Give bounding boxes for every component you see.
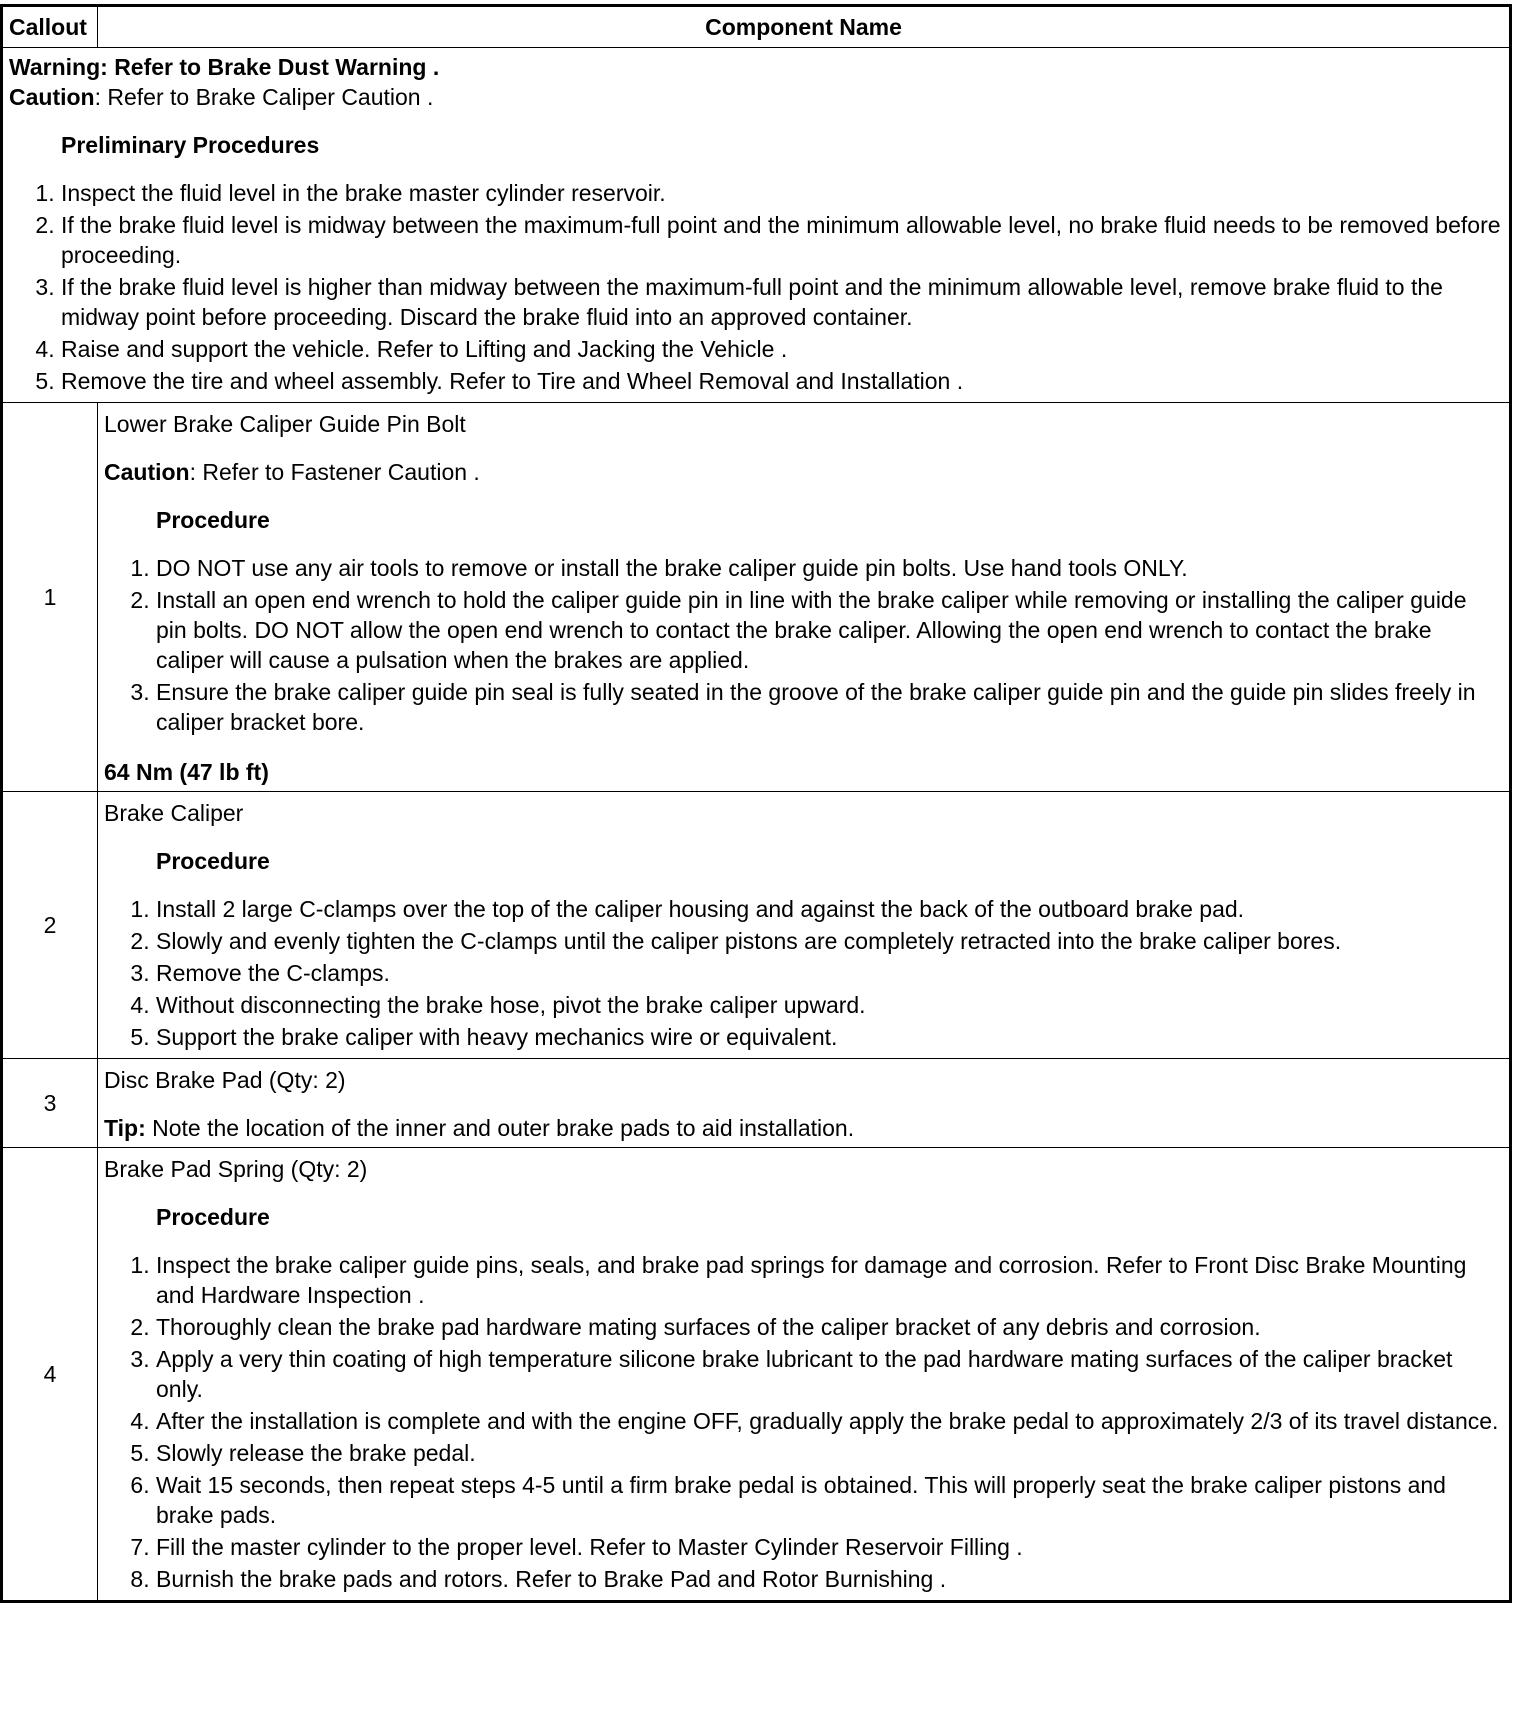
caution-label: Caution: [9, 84, 95, 110]
list-item: 3. Remove the C-clamps.: [156, 958, 1501, 988]
component-name: Disc Brake Pad (Qty: 2): [104, 1067, 346, 1093]
component-name: Lower Brake Caliper Guide Pin Bolt: [104, 411, 466, 437]
table-row: [3, 1059, 1510, 1148]
callout-number: 2: [3, 792, 98, 1059]
list-item: 5. Slowly release the brake pedal.: [156, 1438, 1501, 1468]
component-name: Brake Pad Spring (Qty: 2): [104, 1156, 368, 1182]
table-header-row: [3, 7, 1510, 48]
caution-label: Caution: [104, 459, 190, 485]
table-row: [3, 792, 1510, 1059]
list-item: 5. Remove the tire and wheel assembly. Refer to Tire and Wheel Removal and Installation .: [61, 366, 1501, 396]
callout-number: 3: [3, 1059, 98, 1148]
tip-text: Note the location of the inner and outer brake pads to aid installation.: [152, 1115, 855, 1141]
procedure-table-sheet: [0, 4, 1512, 1603]
component-cell: [98, 792, 1510, 1059]
list-item: 4. Raise and support the vehicle. Refer to Lifting and Jacking the Vehicle .: [61, 334, 1501, 364]
preliminary-steps: [9, 178, 1501, 396]
procedure-heading: Procedure: [156, 507, 270, 533]
component-cell: [98, 403, 1510, 792]
list-item: 4. Without disconnecting the brake hose, pivot the brake caliper upward.: [156, 990, 1501, 1020]
list-item: 2. If the brake fluid level is midway between the maximum-full point and the minimum allowable level, no brake fluid needs to be removed before proceeding.: [61, 210, 1501, 270]
caution-line: [9, 82, 1501, 112]
list-item: 6. Wait 15 seconds, then repeat steps 4-5 until a firm brake pedal is obtained. This will properly seat the brake caliper pistons and brake pads.: [156, 1470, 1501, 1530]
list-item: 1. Inspect the brake caliper guide pins, seals, and brake pad springs for damage and corrosion. Refer to Front Disc Brake Mounting and Hardware Inspection .: [156, 1250, 1501, 1310]
callout-number: 1: [3, 403, 98, 792]
procedure-steps: [104, 1250, 1501, 1594]
procedure-steps: [104, 553, 1501, 737]
callout-number: 4: [3, 1148, 98, 1601]
component-cell: [98, 1148, 1510, 1601]
warning-label: Warning:: [9, 54, 108, 80]
list-item: 8. Burnish the brake pads and rotors. Refer to Brake Pad and Rotor Burnishing .: [156, 1564, 1501, 1594]
preliminary-heading: Preliminary Procedures: [61, 132, 320, 158]
caution-text: : Refer to Brake Caliper Caution .: [94, 84, 434, 110]
torque-spec: 64 Nm (47 lb ft): [104, 759, 269, 785]
table-row: [3, 1148, 1510, 1601]
tip-line: [104, 1113, 1501, 1143]
list-item: 1. Inspect the fluid level in the brake master cylinder reservoir.: [61, 178, 1501, 208]
header-component-name: Component Name: [98, 7, 1510, 48]
list-item: 1. Install 2 large C-clamps over the top of the caliper housing and against the back of the outboard brake pad.: [156, 894, 1501, 924]
caution-line: [104, 457, 1501, 487]
procedure-heading: Procedure: [156, 848, 270, 874]
warning-line: [9, 52, 1501, 82]
component-name: Brake Caliper: [104, 800, 244, 826]
procedure-steps: [104, 894, 1501, 1052]
list-item: 1. DO NOT use any air tools to remove or install the brake caliper guide pin bolts. Use hand tools ONLY.: [156, 553, 1501, 583]
list-item: 7. Fill the master cylinder to the proper level. Refer to Master Cylinder Reservoir Filling .: [156, 1532, 1501, 1562]
procedure-table: [2, 6, 1510, 1601]
table-row: [3, 403, 1510, 792]
list-item: 4. After the installation is complete and with the engine OFF, gradually apply the brake pedal to approximately 2/3 of its travel distance.: [156, 1406, 1501, 1436]
list-item: 2. Thoroughly clean the brake pad hardware mating surfaces of the caliper bracket of any debris and corrosion.: [156, 1312, 1501, 1342]
tip-label: Tip:: [104, 1115, 146, 1141]
list-item: 3. Ensure the brake caliper guide pin seal is fully seated in the groove of the brake caliper guide pin and the guide pin slides freely in caliper bracket bore.: [156, 677, 1501, 737]
list-item: 2. Install an open end wrench to hold the caliper guide pin in line with the brake caliper while removing or installing the caliper guide pin bolts. DO NOT allow the open end wrench to contact the brake caliper. Allowing the open end wrench to contact the brake caliper will cause a pulsation when the brakes are applied.: [156, 585, 1501, 675]
header-callout: Callout: [3, 7, 98, 48]
preliminary-row: [3, 48, 1510, 403]
list-item: 2. Slowly and evenly tighten the C-clamps until the caliper pistons are completely retracted into the brake caliper bores.: [156, 926, 1501, 956]
list-item: 5. Support the brake caliper with heavy mechanics wire or equivalent.: [156, 1022, 1501, 1052]
list-item: 3. If the brake fluid level is higher than midway between the maximum-full point and the minimum allowable level, remove brake fluid to the midway point before proceeding. Discard the brake fluid into an approved container.: [61, 272, 1501, 332]
component-cell: [98, 1059, 1510, 1148]
caution-text: : Refer to Fastener Caution .: [189, 459, 480, 485]
warning-text: Refer to Brake Dust Warning .: [114, 54, 440, 80]
list-item: 3. Apply a very thin coating of high temperature silicone brake lubricant to the pad hardware mating surfaces of the caliper bracket only.: [156, 1344, 1501, 1404]
procedure-heading: Procedure: [156, 1204, 270, 1230]
preliminary-cell: [3, 48, 1510, 403]
